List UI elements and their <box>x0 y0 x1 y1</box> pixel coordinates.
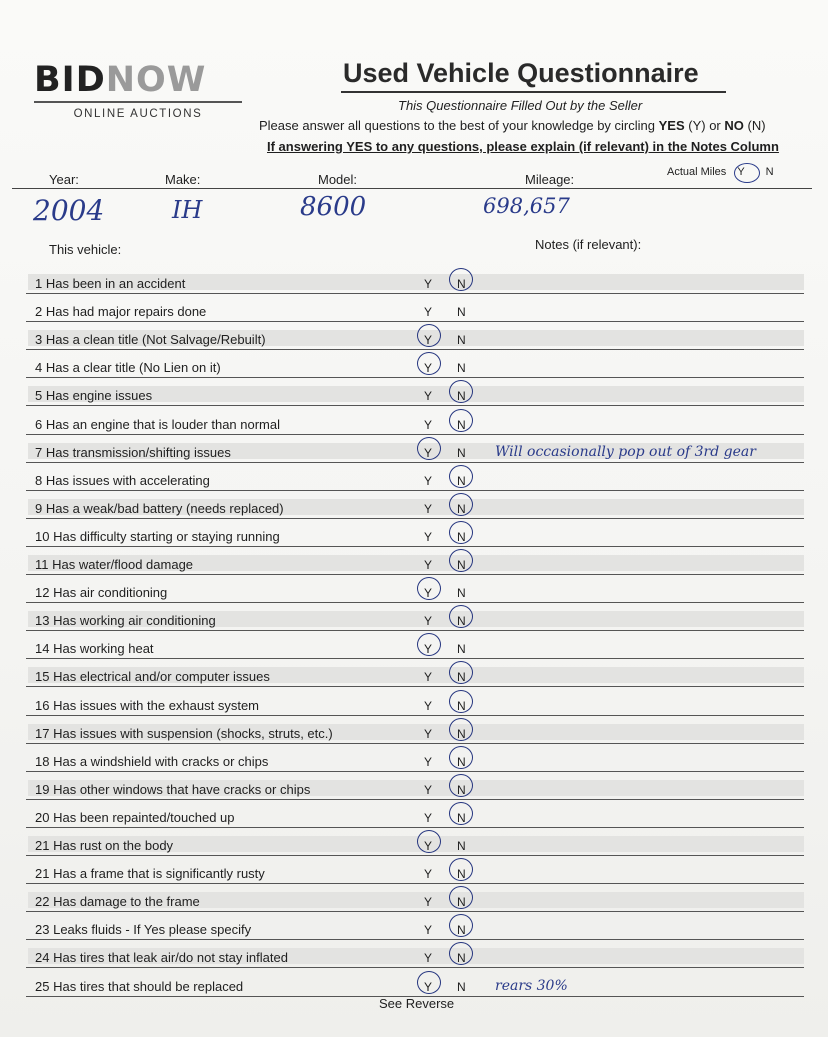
table-row <box>18 572 804 600</box>
table-row <box>18 460 804 488</box>
yes-option[interactable]: Y <box>424 558 433 572</box>
yes-option[interactable]: Y <box>424 754 433 769</box>
question-text: 21 Has a frame that is significantly rusty <box>35 866 265 882</box>
table-row <box>18 937 804 965</box>
answer-circle <box>417 352 441 375</box>
yes-option[interactable]: Y <box>424 895 433 910</box>
yes-option[interactable]: Y <box>424 839 433 853</box>
answer-circle <box>449 858 473 881</box>
answer-circle <box>449 409 473 432</box>
question-text: 19 Has other windows that have cracks or chips <box>35 781 311 797</box>
question-text: 15 Has electrical and/or computer issues <box>35 669 270 685</box>
answer-circle <box>449 661 473 684</box>
answer-circle <box>417 830 441 853</box>
bidnow-logo <box>34 60 244 120</box>
no-option[interactable]: N <box>457 810 466 825</box>
yes-option[interactable]: Y <box>424 951 433 966</box>
table-row <box>18 319 804 347</box>
answer-circle <box>449 465 473 488</box>
question-text: 20 Has been repainted/touched up <box>35 809 235 825</box>
yes-option[interactable]: Y <box>424 670 433 685</box>
table-row <box>18 881 804 909</box>
mileage-label: Mileage: <box>525 172 575 187</box>
no-option[interactable]: N <box>457 642 466 657</box>
yes-option[interactable]: Y <box>424 277 433 291</box>
no-option[interactable]: N <box>457 389 466 404</box>
table-row <box>18 741 804 769</box>
answer-circle <box>449 914 473 937</box>
table-row <box>18 853 804 881</box>
title-underline <box>341 91 726 93</box>
yes-option[interactable]: Y <box>424 305 433 320</box>
table-row <box>18 825 804 853</box>
answer-circle <box>417 633 441 656</box>
table-row <box>18 375 804 403</box>
no-option[interactable]: N <box>457 754 466 769</box>
yes-option[interactable]: Y <box>424 614 433 629</box>
answer-circle <box>449 549 473 572</box>
table-row <box>18 628 804 656</box>
no-option[interactable]: N <box>457 614 466 629</box>
logo-now-text: NOW <box>105 60 207 100</box>
no-option[interactable]: N <box>457 979 466 994</box>
answer-circle <box>449 718 473 741</box>
page-title: Used Vehicle Questionnaire <box>343 58 699 88</box>
vehicle-rule <box>12 188 812 189</box>
no-option[interactable]: N <box>457 867 466 882</box>
yes-option[interactable]: Y <box>424 473 433 488</box>
question-text: 8 Has issues with accelerating <box>35 472 210 488</box>
yes-option[interactable]: Y <box>424 698 433 713</box>
no-option[interactable]: N <box>457 839 466 853</box>
table-row <box>18 600 804 628</box>
yes-option[interactable]: Y <box>424 501 433 516</box>
table-row <box>18 909 804 937</box>
answer-circle <box>417 971 441 994</box>
row-note: Will occasionally pop out of 3rd gear <box>495 443 756 460</box>
table-row <box>18 544 804 572</box>
answer-circle <box>449 493 473 516</box>
answer-circle <box>449 268 473 291</box>
question-text: 24 Has tires that leak air/do not stay inflated <box>35 950 288 966</box>
actual-miles-y: Y <box>737 166 745 178</box>
no-option[interactable]: N <box>457 698 466 713</box>
table-row <box>18 404 804 432</box>
answer-circle <box>449 942 473 965</box>
no-option[interactable]: N <box>457 670 466 685</box>
no-option[interactable]: N <box>457 895 466 910</box>
no-option[interactable]: N <box>457 305 466 320</box>
question-text: 18 Has a windshield with cracks or chips <box>35 753 269 769</box>
question-text: 25 Has tires that should be replaced <box>35 978 244 994</box>
question-text: 17 Has issues with suspension (shocks, struts, etc.) <box>35 725 333 741</box>
make-value: IH <box>172 196 203 224</box>
question-text: 10 Has difficulty starting or staying running <box>35 528 280 544</box>
no-option[interactable]: N <box>457 951 466 966</box>
table-row <box>18 263 804 291</box>
answer-circle <box>449 746 473 769</box>
no-option[interactable]: N <box>457 445 466 460</box>
yes-option[interactable]: Y <box>424 529 433 544</box>
answer-circle <box>449 690 473 713</box>
no-option[interactable]: N <box>457 923 466 938</box>
table-row <box>18 797 804 825</box>
yes-option[interactable]: Y <box>424 726 433 741</box>
answer-circle <box>417 577 441 600</box>
no-option[interactable]: N <box>457 726 466 741</box>
table-row <box>18 685 804 713</box>
see-reverse: See Reverse <box>379 996 455 1011</box>
question-text: 22 Has damage to the frame <box>35 894 200 910</box>
question-text: 1 Has been in an accident <box>35 276 186 291</box>
answer-circle <box>417 324 441 347</box>
question-text: 6 Has an engine that is louder than normal <box>35 416 281 432</box>
question-text: 23 Leaks fluids - If Yes please specify <box>35 922 252 938</box>
table-row <box>18 291 804 319</box>
yes-option[interactable]: Y <box>424 445 433 460</box>
yes-option[interactable]: Y <box>424 333 433 348</box>
table-row <box>18 769 804 797</box>
yes-option[interactable]: Y <box>424 782 433 797</box>
no-option[interactable]: N <box>457 586 466 601</box>
yes-option[interactable]: Y <box>424 361 433 376</box>
no-option[interactable]: N <box>457 501 466 516</box>
instructions-notes: If answering YES to any questions, please explain (if relevant) in the Notes Column <box>267 139 779 154</box>
question-text: 5 Has engine issues <box>35 388 153 404</box>
table-row <box>18 516 804 544</box>
question-text: 21 Has rust on the body <box>35 838 174 853</box>
no-option[interactable]: N <box>457 277 466 291</box>
make-label: Make: <box>165 172 201 187</box>
question-text: 7 Has transmission/shifting issues <box>35 444 231 460</box>
yes-option[interactable]: Y <box>424 586 433 601</box>
table-row <box>18 488 804 516</box>
table-row <box>18 656 804 684</box>
question-text: 16 Has issues with the exhaust system <box>35 697 260 713</box>
section-label: This vehicle: <box>49 242 122 257</box>
actual-miles: Actual Miles Y N <box>667 166 774 178</box>
notes-column-label: Notes (if relevant): <box>535 237 642 252</box>
table-row <box>18 347 804 375</box>
no-option[interactable]: N <box>457 333 466 348</box>
yes-option[interactable]: Y <box>424 642 433 657</box>
mileage-value: 698,657 <box>483 194 570 218</box>
table-row <box>18 432 804 460</box>
no-option[interactable]: N <box>457 473 466 488</box>
answer-circle <box>449 521 473 544</box>
no-option[interactable]: N <box>457 782 466 797</box>
year-value: 2004 <box>33 194 105 227</box>
yes-option[interactable]: Y <box>424 979 433 994</box>
answer-circle <box>417 437 441 460</box>
logo-subtitle: ONLINE AUCTIONS <box>73 108 203 120</box>
page-subtitle: This Questionnaire Filled Out by the Seller <box>398 98 643 113</box>
answer-circle <box>449 802 473 825</box>
question-text: 2 Has had major repairs done <box>35 304 207 320</box>
instructions: Please answer all questions to the best of your knowledge by circling YES (Y) or NO (N) <box>259 118 766 133</box>
no-option[interactable]: N <box>457 558 466 572</box>
no-option[interactable]: N <box>457 529 466 544</box>
actual-miles-circle <box>734 163 760 183</box>
year-label: Year: <box>49 172 79 187</box>
model-label: Model: <box>318 172 358 187</box>
yes-option[interactable]: Y <box>424 389 433 404</box>
question-text: 13 Has working air conditioning <box>35 613 216 629</box>
model-value: 8600 <box>300 192 367 222</box>
logo-bid-text: BID <box>34 60 106 100</box>
yes-option[interactable]: Y <box>424 923 433 938</box>
question-text: 4 Has a clear title (No Lien on it) <box>35 360 221 376</box>
answer-circle <box>449 886 473 909</box>
table-row <box>18 966 804 994</box>
question-text: 11 Has water/flood damage <box>35 557 194 572</box>
answer-circle <box>449 380 473 403</box>
yes-option[interactable]: Y <box>424 867 433 882</box>
logo-divider <box>34 101 242 103</box>
no-option[interactable]: N <box>457 417 466 432</box>
no-option[interactable]: N <box>457 361 466 376</box>
question-text: 9 Has a weak/bad battery (needs replaced) <box>35 500 284 516</box>
row-note: rears 30% <box>495 977 568 994</box>
table-row <box>18 713 804 741</box>
answer-circle <box>449 605 473 628</box>
question-text: 3 Has a clean title (Not Salvage/Rebuilt) <box>35 332 266 348</box>
yes-option[interactable]: Y <box>424 810 433 825</box>
actual-miles-n: N <box>765 166 774 178</box>
question-text: 14 Has working heat <box>35 641 154 657</box>
yes-option[interactable]: Y <box>424 417 433 432</box>
question-text: 12 Has air conditioning <box>35 585 168 601</box>
answer-circle <box>449 774 473 797</box>
